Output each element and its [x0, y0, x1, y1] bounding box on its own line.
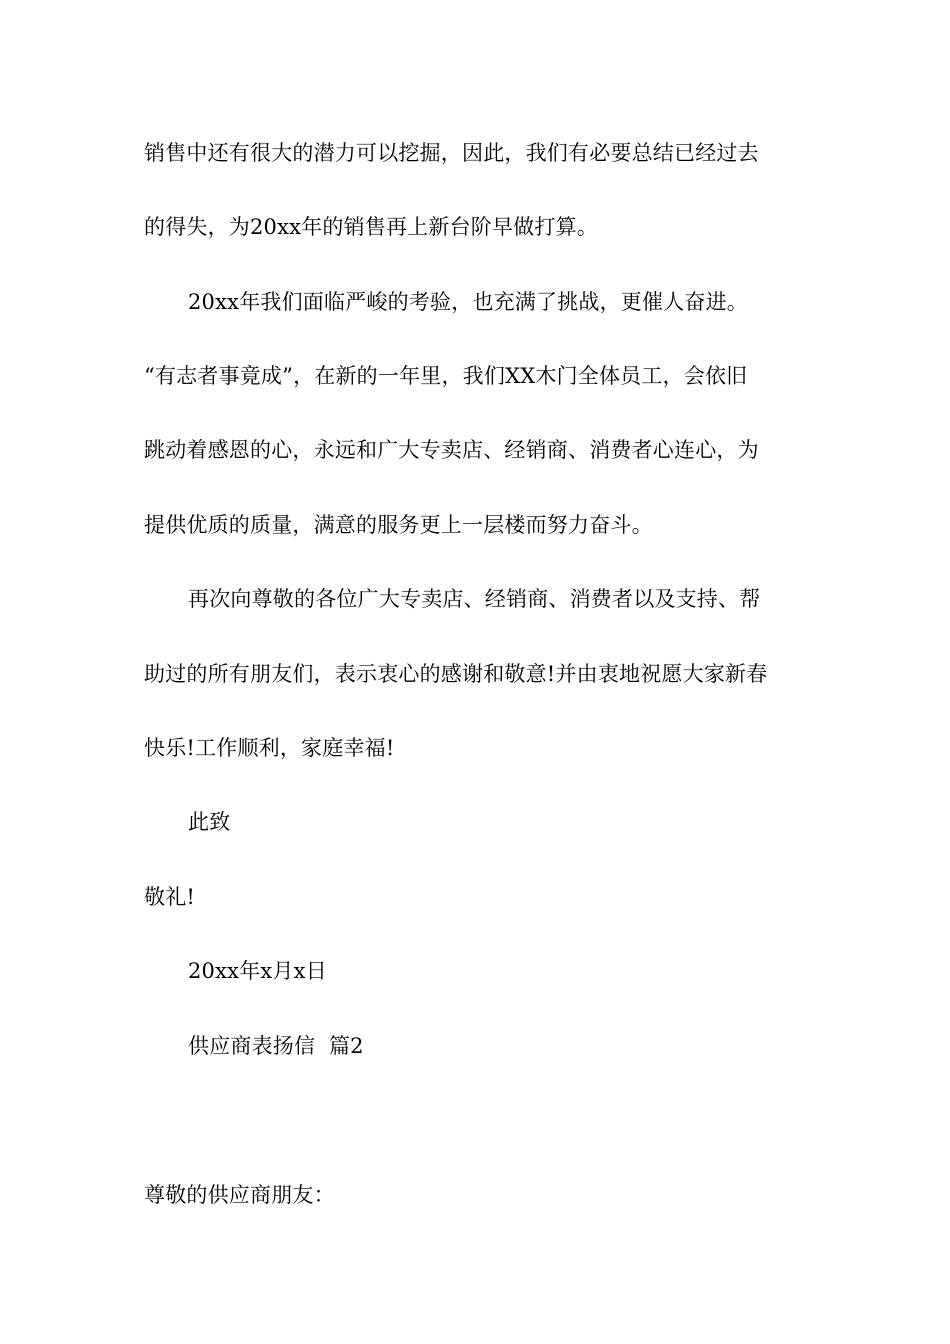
paragraph-line: 20xx年我们面临严峻的考验，也充满了挑战，更催人奋进。 — [188, 290, 749, 314]
closing-salutation: 此致 — [188, 810, 231, 834]
paragraph-line: 的得失，为20xx年的销售再上新台阶早做打算。 — [144, 215, 599, 239]
paragraph-line: 助过的所有朋友们，表示衷心的感谢和敬意!并由衷地祝愿大家新春 — [144, 662, 768, 686]
closing-regards: 敬礼! — [144, 885, 196, 909]
letter-greeting: 尊敬的供应商朋友： — [144, 1183, 335, 1207]
paragraph-line: “有志者事竟成”，在新的一年里，我们XX木门全体员工，会依旧 — [144, 364, 748, 388]
letter-date: 20xx年x月x日 — [188, 959, 327, 983]
paragraph-line: 快乐!工作顺利，家庭幸福! — [144, 736, 395, 760]
paragraph-line: 跳动着感恩的心，永远和广大专卖店、经销商、消费者心连心，为 — [144, 438, 759, 462]
paragraph-line: 再次向尊敬的各位广大专卖店、经销商、消费者以及支持、帮 — [188, 587, 761, 611]
paragraph-line: 销售中还有很大的潜力可以挖掘，因此，我们有必要总结已经过去 — [144, 141, 759, 165]
section-title: 供应商表扬信 篇2 — [188, 1034, 364, 1058]
paragraph-line: 提供优质的质量，满意的服务更上一层楼而努力奋斗。 — [144, 513, 653, 537]
